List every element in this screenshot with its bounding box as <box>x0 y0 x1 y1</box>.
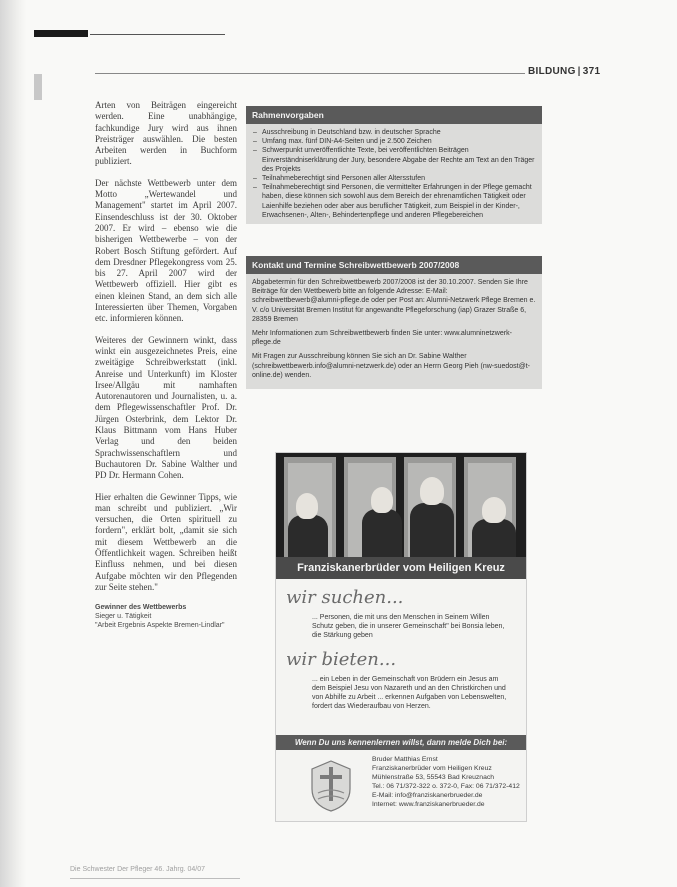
box-body <box>246 274 542 389</box>
person-head <box>371 487 393 513</box>
framework-box <box>246 106 542 224</box>
flyer-text: ... Personen, die mit uns den Menschen in Seinem Willen Schutz geben, die in unserer Gemeinschaft" bei Bonsia leben, die Stärkung geben <box>312 614 505 639</box>
box-paragraph: Mit Fragen zur Ausschreibung können Sie sich an Dr. Sabine Walther (schreibwettbewerb.info@alumni-netzwerk.de) oder an Herrn Georg Pieh (nw-suedost@t-online.de) wenden. <box>252 353 530 379</box>
script-heading: wir suchen... <box>286 587 404 608</box>
list-item: – Ausschreibung in Deutschland bzw. in deutscher Sprache <box>252 128 536 137</box>
page-footer: Die Schwester Der Pfleger 46. Jahrg. 04/07 <box>70 866 206 873</box>
section-title: BILDUNG <box>528 66 576 77</box>
advertisement-flyer <box>275 452 527 822</box>
body-paragraph: Arten von Beiträgen eingereicht werden. Eine unabhängige, fachkundige Jury wird aus ihnen Preisträger auswählen. Die besten Arbeiten werden in Buchform publiziert. <box>95 100 237 167</box>
top-bar-decoration <box>34 30 88 37</box>
header-rule <box>95 73 525 74</box>
box-paragraph: Abgabetermin für den Schreibwettbewerb 2007/2008 ist der 30.10.2007. Senden Sie Ihre Beiträge für den Wettbewerb bitte an folgende Adresse: E-Mail: schreibwettbewerb@alumni-pflege.de oder per Post an: Alumni-Netzwerk Pflege Bremen e. V. c/o Universität Bremen Institut für angewandte Pflegeforschung (iap) Grazer Straße 6, 28359 Bremen <box>252 279 536 323</box>
person-torso <box>362 509 402 557</box>
list-item: – Teilnahmeberechtigt sind Personen, die vermittelter Erfahrungen in der Pflege gemacht haben, diese können sich sowohl aus dem Bereich der ehrenamtlichen Tätigkeit oder Laienhilfe beziehen oder aber aus beruflicher Tätigkeit, zum Beispiel in der Kinder-, Erwachsenen-, Alten-, Behindertenpflege und anderen Pflegebereichen <box>252 183 536 220</box>
flyer-text: ... ein Leben in der Gemeinschaft von Brüdern ein Jesus am dem Beispiel Jesu von Nazareth und an den Christkirchen und von Abhilfe zu Arbeit ... erkennen Aufgaben von Lebenswelten, fordert das Wiederaufbau von Herzen. <box>312 676 507 710</box>
caption-title: Gewinner des Wettbewerbs <box>95 604 187 612</box>
contact-line: Tel.: 06 71/372-322 o. 372-0, Fax: 06 71/372-412 <box>372 783 520 790</box>
top-rule <box>90 34 225 35</box>
flyer-banner: Franziskanerbrüder vom Heiligen Kreuz <box>276 557 526 579</box>
contact-block <box>372 755 522 809</box>
box-title: Kontakt und Termine Schreibwettbewerb 2007/2008 <box>246 256 542 274</box>
footer-rule <box>70 878 240 879</box>
box-paragraph: Mehr Informationen zum Schreibwettbewerb finden Sie unter: www.alumninetzwerk-pflege.de <box>252 330 512 347</box>
edge-marker <box>34 74 42 100</box>
person-torso <box>288 515 328 557</box>
body-paragraph: Hier erhalten die Gewinner Tipps, wie man schreibt und publiziert. „Wir versuchen, die Orten spirituell zu fordern", erklärt bolt, „damit sie sich mit diesem Wettbewerb an die Öffentlichkeit wagen. Schreiben heißt Einfluss nehmen, und bei diesen Aufgabe möchten wir den Pflegenden zur Seite stehen." <box>95 491 237 592</box>
contact-line: Franziskanerbrüder vom Heiligen Kreuz <box>372 765 492 772</box>
flyer-call-to-action: Wenn Du uns kennenlernen willst, dann melde Dich bei: <box>276 735 526 750</box>
page-number: 371 <box>582 66 601 77</box>
body-paragraph: Der nächste Wettbewerb unter dem Motto „Wertewandel und Management" startet im April 2007. Einsendeschluss ist der 30. Oktober 2007. Er wird – ebenso wie die bisherigen Wettbewerbe – von der Robert Bosch Stiftung gefördert. Auf dem Dresdner Pflegekongress vom 25. bis 27. April 2007 wird der Wettbewerb offiziell. Hier gibt es einen kleinen Stand, an dem sich alle Interessierten über Themen, Vorgaben etc. informieren können. <box>95 177 237 324</box>
binding-shadow <box>0 0 26 887</box>
person-head <box>296 493 318 519</box>
person-head <box>482 497 506 523</box>
caption-line: "Arbeit Ergebnis Aspekte Bremen-Lindlar" <box>95 622 225 630</box>
contact-line: E-Mail: info@franziskanerbrueder.de <box>372 792 483 799</box>
header-separator: | <box>577 66 581 77</box>
person-head <box>420 477 444 505</box>
list-item: – Umfang max. fünf DIN-A4-Seiten und je 2.500 Zeichen <box>252 137 536 146</box>
contact-line: Mühlenstraße 53, 55543 Bad Kreuznach <box>372 774 495 781</box>
requirements-list <box>252 128 536 220</box>
box-body <box>246 124 542 224</box>
contact-line: Bruder Matthias Ernst <box>372 756 438 763</box>
list-item: – Teilnahmeberechtigt sind Personen aller Altersstufen <box>252 174 536 183</box>
running-header <box>528 66 600 77</box>
franciscan-crest-icon <box>308 759 354 813</box>
contact-line: Internet: www.franziskanerbrueder.de <box>372 801 485 808</box>
body-paragraph: Weiteres der Gewinnern winkt, dass winkt ein ausgezeichnetes Preis, eine zweitägige Schreibwerkstatt (inkl. Anreise und Unterkunft) im Kloster Irsee/Allgäu mit namhaften Autorenautoren und Journalisten, u. a. dem Pflegewissenschaftler Prof. Dr. Jürgen Osterbrink, dem Lektor Dr. Klaus Bittmann vom Hans Huber Verlag und den beiden Sprachwissenschaftlern und Buchautoren Dr. Sabine Walther und PD Dr. Hermann Cohen. <box>95 334 237 481</box>
contact-box <box>246 256 542 389</box>
group-photo <box>276 453 526 557</box>
box-title: Rahmenvorgaben <box>246 106 542 124</box>
script-heading: wir bieten... <box>286 649 397 670</box>
list-item: – Schwerpunkt unveröffentlichte Texte, bei veröffentlichten Beiträgen Einverständniserklärung der Jury, besondere Abgabe der Rechte am Text an den Träger des Projekts <box>252 146 536 174</box>
caption-line: Sieger u. Tätigkeit <box>95 613 152 621</box>
person-torso <box>410 503 454 557</box>
left-text-column <box>95 100 237 630</box>
person-torso <box>472 519 516 557</box>
